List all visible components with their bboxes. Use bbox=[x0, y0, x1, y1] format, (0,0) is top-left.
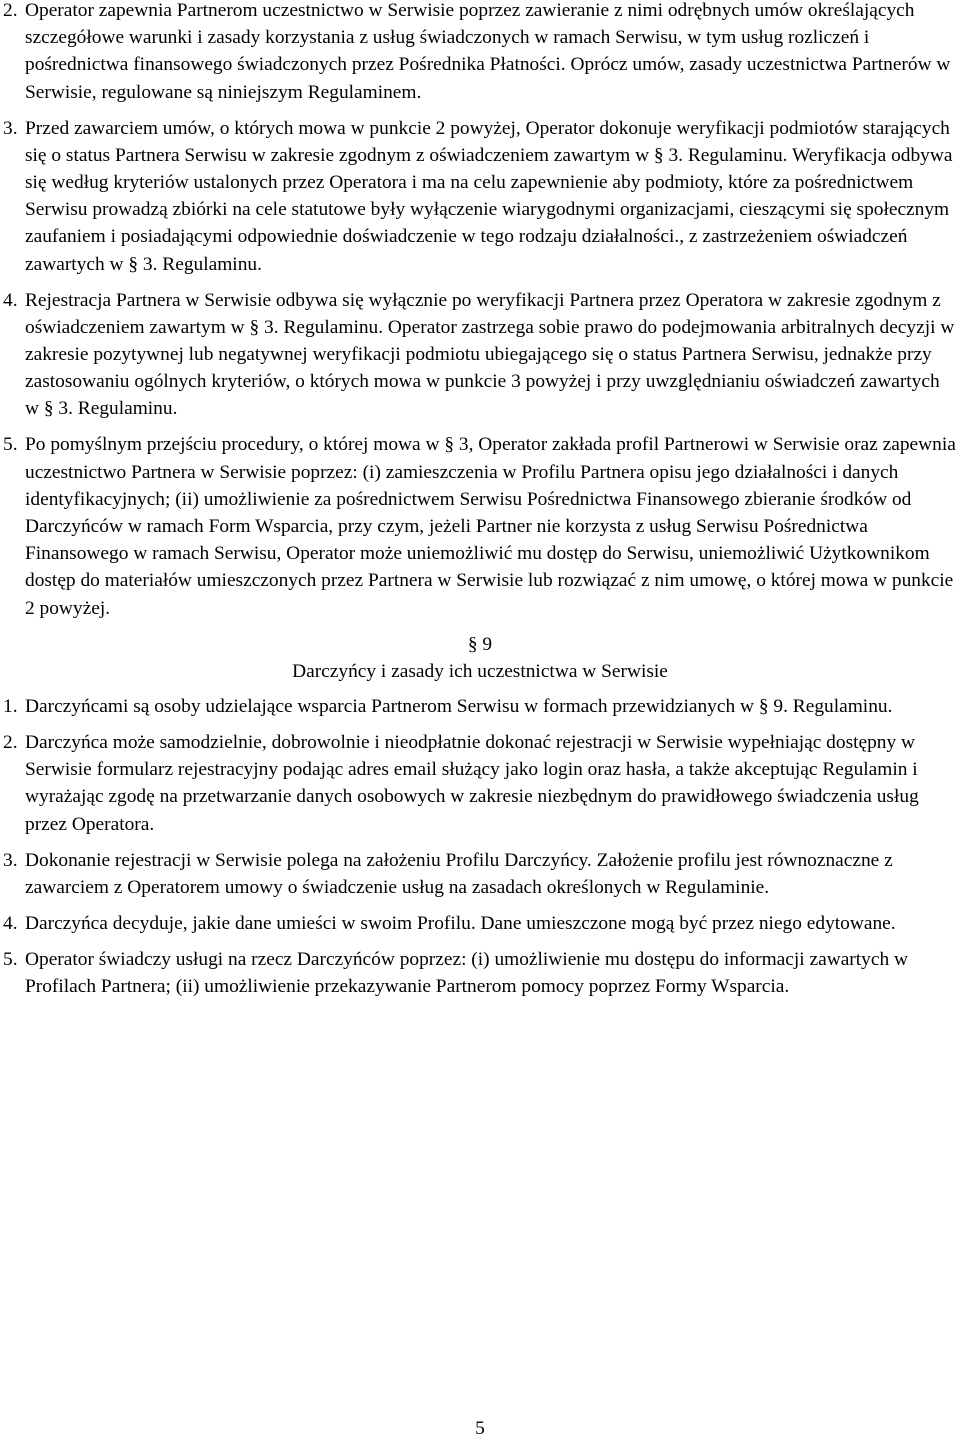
section-sign: § 9 bbox=[467, 633, 493, 655]
page-number: 5 bbox=[475, 1418, 485, 1439]
item-number: 4. bbox=[3, 912, 18, 934]
item-text: Operator zapewnia Partnerom uczestnictwo w Serwisie poprzez zawieranie z nimi odrębnych umów określających szczegółowe warunki i zasady korzystania z usług świadczonych w ramach Serwisu, w tym usług rozliczeń i pośrednictwa finansowego świadczonych przez Pośrednika Płatności. Oprócz umów, zasady uczestnictwa Partnerów w Serwisie, regulowane są niniejszym Regulaminem. bbox=[25, 0, 951, 103]
section-title: Darczyńcy i zasady ich uczestnictwa w Serwisie bbox=[292, 660, 668, 682]
item-text: Darczyńca decyduje, jakie dane umieści w swoim Profilu. Dane umieszczone mogą być przez niego edytowane. bbox=[25, 912, 896, 934]
list-item bbox=[0, 115, 960, 278]
list-item bbox=[0, 946, 960, 1000]
item-number: 3. bbox=[3, 117, 18, 139]
list-item bbox=[0, 693, 960, 720]
item-number: 2. bbox=[3, 732, 18, 754]
item-text: Darczyńcami są osoby udzielające wsparcia Partnerom Serwisu w formach przewidzianych w § 9. Regulaminu. bbox=[25, 696, 893, 718]
item-number: 1. bbox=[3, 696, 18, 718]
item-number: 4. bbox=[3, 289, 18, 311]
item-text: Rejestracja Partnera w Serwisie odbywa się wyłącznie po weryfikacji Partnera przez Operatora w zakresie zgodnym z oświadczeniem zawartym w § 3. Regulaminu. Operator zastrzega sobie prawo do podejmowania arbitralnych decyzji w zakresie pozytywnej lub negatywnej weryfikacji podmiotu ubiegającego się o status Partnera Serwisu, jednakże przy zastosowaniu ogólnych kryteriów, o których mowa w punkcie 3 powyżej i przy uwzględnianiu oświadczeń zawartych w § 3. Regulaminu. bbox=[25, 289, 955, 420]
item-number: 2. bbox=[3, 0, 18, 21]
item-number: 3. bbox=[3, 849, 18, 871]
item-text: Darczyńca może samodzielnie, dobrowolnie i nieodpłatnie dokonać rejestracji w Serwisie wypełniając dostępny w Serwisie formularz rejestracyjny podając adres email służący jako login oraz hasła, a także akceptując Regulamin i wyrażając zgodę na przetwarzanie danych osobowych w zakresie niezbędnym do prawidłowego świadczenia usług przez Operatora. bbox=[25, 732, 919, 835]
item-number: 5. bbox=[3, 948, 18, 970]
item-text: Po pomyślnym przejściu procedury, o której mowa w § 3, Operator zakłada profil Partnerowi w Serwisie oraz zapewnia uczestnictwo Partnera w Serwisie poprzez: (i) zamieszczenia w Profilu Partnera opisu jego działalności i danych identyfikacyjnych; (ii) umożliwienie za pośrednictwem Serwisu Pośrednictwa Finansowego zbieranie środków od Darczyńców w ramach Form Wsparcia, przy czym, jeżeli Partner nie korzysta z usług Serwisu Pośrednictwa Finansowego w ramach Serwisu, Operator może uniemożliwić mu dostęp do Serwisu, uniemożliwić Użytkownikom dostęp do materiałów umieszczonych przez Partnera w Serwisie lub rozwiązać z nim umowę, o której mowa w punkcie 2 powyżej. bbox=[25, 434, 956, 619]
list-item bbox=[0, 910, 960, 937]
list-item bbox=[0, 431, 960, 621]
list-item bbox=[0, 847, 960, 901]
list-item bbox=[0, 287, 960, 423]
list-item bbox=[0, 0, 960, 106]
item-number: 5. bbox=[3, 434, 18, 456]
item-text: Operator świadczy usługi na rzecz Darczyńców poprzez: (i) umożliwienie mu dostępu do informacji zawartych w Profilach Partnera; (ii) umożliwienie przekazywanie Partnerom pomocy poprzez Formy Wsparcia. bbox=[25, 948, 909, 998]
list-item bbox=[0, 729, 960, 838]
item-text: Przed zawarciem umów, o których mowa w punkcie 2 powyżej, Operator dokonuje weryfikacji podmiotów starających się o status Partnera Serwisu w zakresie zgodnym z oświadczeniem zawartym w § 3. Regulaminu. Weryfikacja odbywa się według kryteriów ustalonych przez Operatora i ma na celu zapewnienie aby podmioty, które za pośrednictwem Serwisu prowadzą zbiórki na cele statutowe były wyłączenie wiarygodnymi organizacjami, cieszącymi się społecznym zaufaniem i posiadającymi odpowiednie doświadczenie w tego rodzaju działalności., z zastrzeżeniem oświadczeń zawartych w § 3. Regulaminu. bbox=[25, 117, 953, 275]
item-text: Dokonanie rejestracji w Serwisie polega na założeniu Profilu Darczyńcy. Założenie profilu jest równoznaczne z zawarciem z Operatorem umowy o świadczenie usług na zasadach określonych w Regulaminie. bbox=[25, 849, 893, 898]
